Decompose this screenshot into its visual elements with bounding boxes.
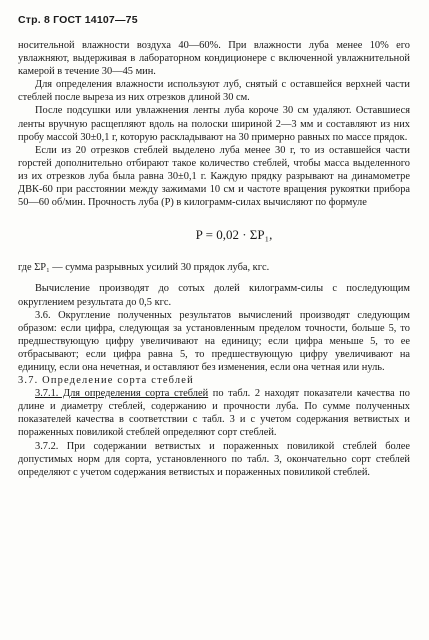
section-3-7-1-lead: 3.7.1. Для определения сорта стеблей xyxy=(35,388,209,400)
paragraph-moisture-sample: Для определения влажности используют луб, снятый с оставшейся верхней части стеблей после выреза из них отрезков длиной 30 см. xyxy=(18,79,410,104)
paragraph-humidity: носительной влажности воздуха 40—60%. При влажности луба менее 10% его увлажняют, выдерживая в лабораторном кондиционере с включенной увлажнительной камерой в течение 30—45 мин. xyxy=(18,40,410,78)
section-3-7-title: 3.7. Определение сорта стеблей xyxy=(18,375,194,387)
paragraph-rounding: Вычисление производят до сотых долей килограмм-силы с последующим округлением результата до 0,5 кгс. xyxy=(18,283,410,308)
paragraph-sample-prep: После подсушки или увлажнения ленты луба короче 30 см удаляют. Оставшиеся ленты вручную расщепляют вдоль на полоски шириной 2—3 мм и составляют из них пробу массой 30±0,1 г, которую раскладывают на 30 примерно равных по массе прядок. xyxy=(18,105,410,143)
section-3-7-1-rest: по табл. 2 находят показатели качества по длине и диаметру стеблей, содержанию и прочности луба. По сумме полученных показателей качества в соответствии с табл. 3 и с учетом содержания ветвистых и пораженных повиликой стеблей определяют сорт стеблей. xyxy=(18,388,410,439)
section-3-6: 3.6. Округление полученных результатов вычислений производят следующим образом: если цифра, следующая за установленным пределом точности, больше 5, то предшествующую цифру увеличивают на единицу; если цифра меньше 5, то ее отбрасывают; если цифра равна 5, то предшествующую цифру увеличивают на единицу, если она нечетная, и оставляют без изменения, если она четная или нуль. xyxy=(18,309,410,373)
formula-note: где ΣP₁ — сумма разрывных усилий 30 прядок луба, кгс. xyxy=(18,262,270,274)
body-text xyxy=(18,39,410,479)
section-3-7-2: 3.7.2. При содержании ветвистых и пораженных повиликой стеблей более допустимых норм для сорта, установленного по табл. 3, окончательно сорт стеблей определяют с учетом содержания ветвистых и пораженных повиликой стеблей. xyxy=(18,440,410,478)
strength-formula: P = 0,02 · ΣP₁, xyxy=(195,227,273,243)
section-3-7-1 xyxy=(18,387,410,439)
page-header: Стр. 8 ГОСТ 14107—75 xyxy=(18,14,138,26)
paragraph-strength-test: Если из 20 отрезков стеблей выделено луба менее 30 г, то из оставшейся части горстей дополнительно отбирают такое количество стеблей, чтобы масса выделенного из их отрезков луба была равна 30±0,1 г. Каждую прядку разрывают на динамометре ДВК-60 при расстоянии между зажимами 10 см и частоте вращения рукоятки прибора 50—60 об/мин. Прочность луба (P) в килограмм-силах вычисляют по формуле xyxy=(18,144,410,209)
